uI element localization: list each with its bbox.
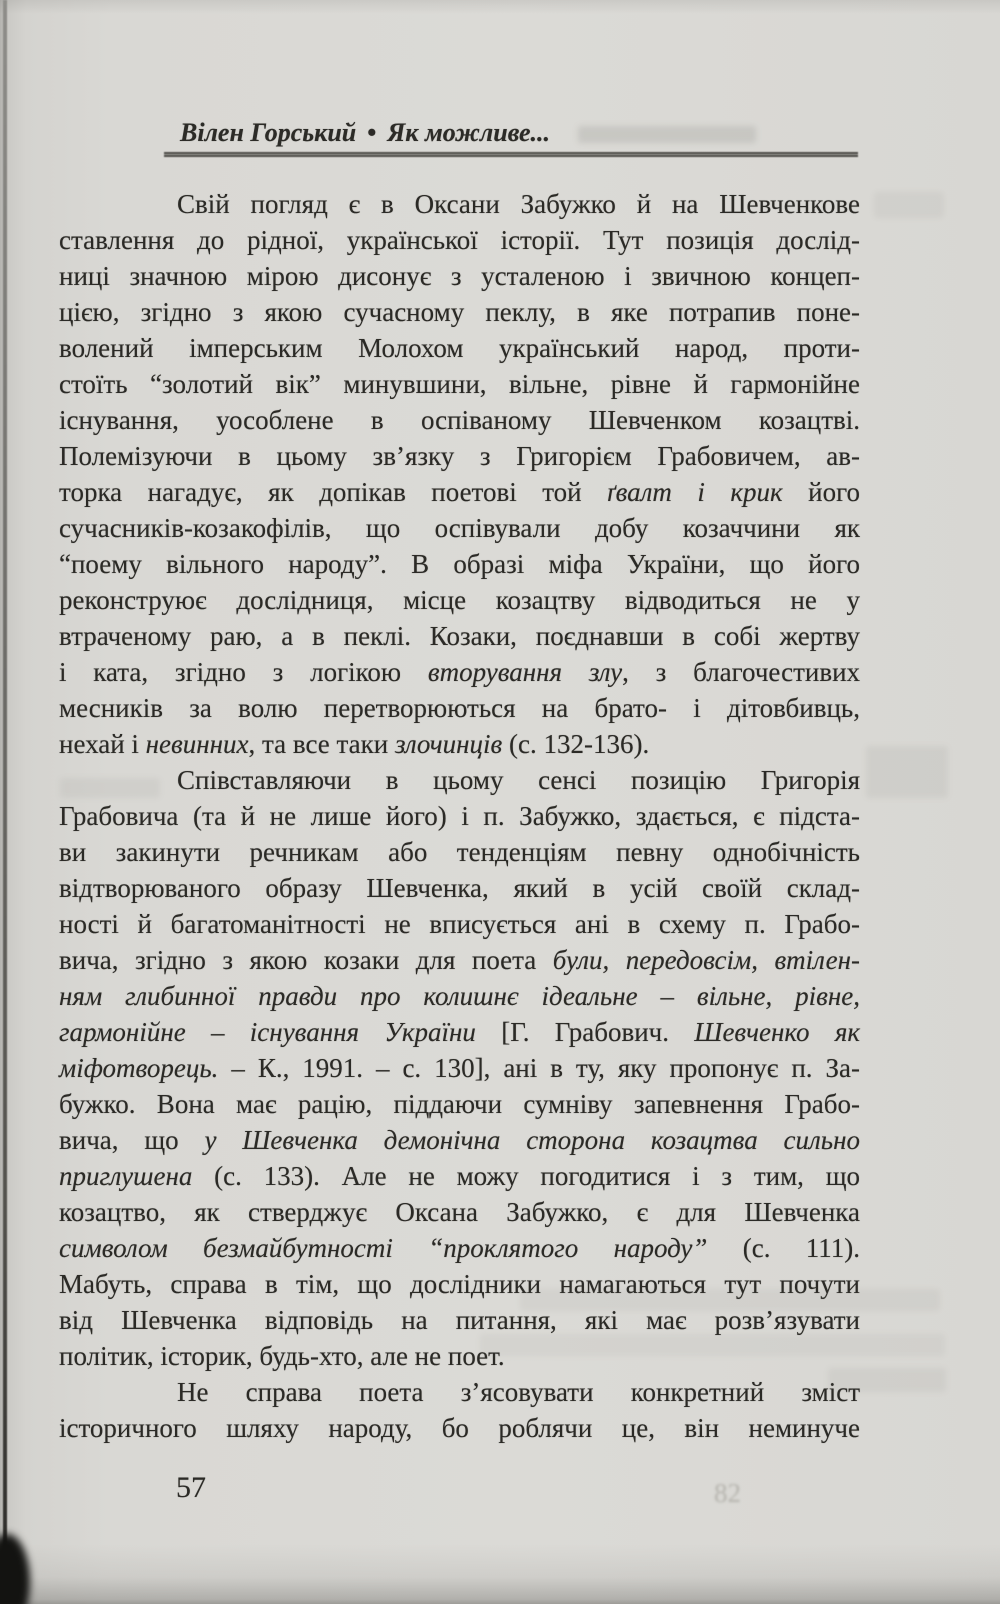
text-line: стоїть “золотий вік” минувшини, вільне, рівне й гармонійне	[59, 369, 860, 399]
bleed-through-mark	[578, 126, 756, 143]
text-line: приглушена (с. 133). Але не можу погодитися і з тим, що	[59, 1161, 860, 1191]
text-line: ності й багатоманітності не вписується ані в схему п. Грабо-	[59, 909, 860, 939]
text-line: бужко. Вона має рацію, піддаючи сумніву запевнення Грабо-	[59, 1089, 860, 1119]
page-top-shadow	[0, 0, 1000, 14]
bullet-separator: •	[367, 118, 377, 147]
body-text	[59, 186, 860, 1446]
text-line: вича, що у Шевченка демонічна сторона козацтва сильно	[59, 1125, 860, 1155]
text-line: існування, уособлене в оспіваному Шевченком козацтві.	[59, 405, 860, 435]
page-number: 57	[176, 1471, 206, 1504]
text-line: нехай і невинних, та все таки злочинців (с. 132-136).	[59, 729, 650, 759]
text-line: козацтво, як стверджує Оксана Забужко, є для Шевченка	[59, 1197, 860, 1227]
text-line: волений імперським Молохом український народ, проти-	[59, 333, 860, 363]
header-title: Як можливе...	[387, 118, 551, 147]
bleed-through-mark	[480, 1334, 945, 1356]
text-line: втраченому раю, а в пеклі. Козаки, поєднавши в собі жертву	[59, 621, 860, 651]
text-line: і ката, згідно з логікою вторування злу, з благочестивих	[59, 657, 861, 687]
bleed-through-mark	[60, 778, 160, 798]
text-line: вича, згідно з якою козаки для поета були, передовсім, втілен-	[59, 945, 860, 975]
text-line: ниці значною мірою дисонує з усталеною і звичною концеп-	[59, 261, 860, 291]
bleed-through-page-number: 82	[714, 1478, 741, 1508]
text-line: ням глибинної правди про колишнє ідеальне – вільне, рівне,	[59, 981, 860, 1011]
text-line: Не справа поета з’ясовувати конкретний зміст	[177, 1377, 860, 1407]
text-line: історичного шляху народу, бо роблячи це, він неминуче	[59, 1413, 860, 1443]
bleed-through-mark	[828, 1368, 946, 1392]
text-line: цією, згідно з якою сучасному пеклу, в яке потрапив поне-	[59, 297, 860, 327]
text-line: Полемізуючи в цьому зв’язку з Григорієм Грабовичем, ав-	[59, 441, 860, 471]
text-line: “поему вільного народу”. В образі міфа України, що його	[59, 549, 860, 579]
text-line: месників за волю перетворюються на брато- і дітовбивць,	[59, 693, 860, 723]
header-rule	[164, 152, 858, 157]
text-line: Грабовича (та й не лише його) і п. Забужко, здається, є підста-	[59, 801, 860, 831]
header-author: Вілен Горський	[180, 118, 357, 147]
text-line: міфотворець. – К., 1991. – с. 130], ані в ту, яку пропонує п. За-	[59, 1053, 860, 1083]
text-line: Співставляючи в цьому сенсі позицію Григорія	[177, 765, 860, 795]
text-line: Мабуть, справа в тім, що дослідники намагаються тут почути	[59, 1269, 860, 1299]
text-line: Свій погляд є в Оксани Забужко й на Шевченкове	[177, 189, 860, 219]
page-bottom-shadow	[0, 1544, 1000, 1604]
text-line: від Шевченка відповідь на питання, які має розв’язувати	[59, 1305, 860, 1335]
running-header	[180, 118, 550, 148]
scan-edge-line	[3, 0, 7, 1604]
bleed-through-mark	[866, 746, 948, 798]
text-line: ви закинути речникам або тенденціям певну однобічність	[59, 837, 860, 867]
text-line: торка нагадує, як допікав поетові той ґвалт і крик його	[59, 477, 861, 507]
text-line: відтворюваного образу Шевченка, який в усій своїй склад-	[59, 873, 860, 903]
bleed-through-mark	[874, 192, 944, 218]
bleed-through-mark	[520, 1289, 940, 1311]
text-line: політик, історик, будь-хто, але не поет.	[59, 1341, 505, 1371]
text-line: реконструює дослідниця, місце козацтву відводиться не у	[59, 585, 860, 615]
text-line: гармонійне – існування України [Г. Грабович. Шевченко як	[59, 1017, 860, 1047]
text-line: символом безмайбутності “проклятого народу” (с. 111).	[59, 1233, 861, 1263]
text-line: ставлення до рідної, української історії. Тут позиція дослід-	[59, 225, 860, 255]
text-line: сучасників-козакофілів, що оспівували добу козаччини як	[59, 513, 860, 543]
